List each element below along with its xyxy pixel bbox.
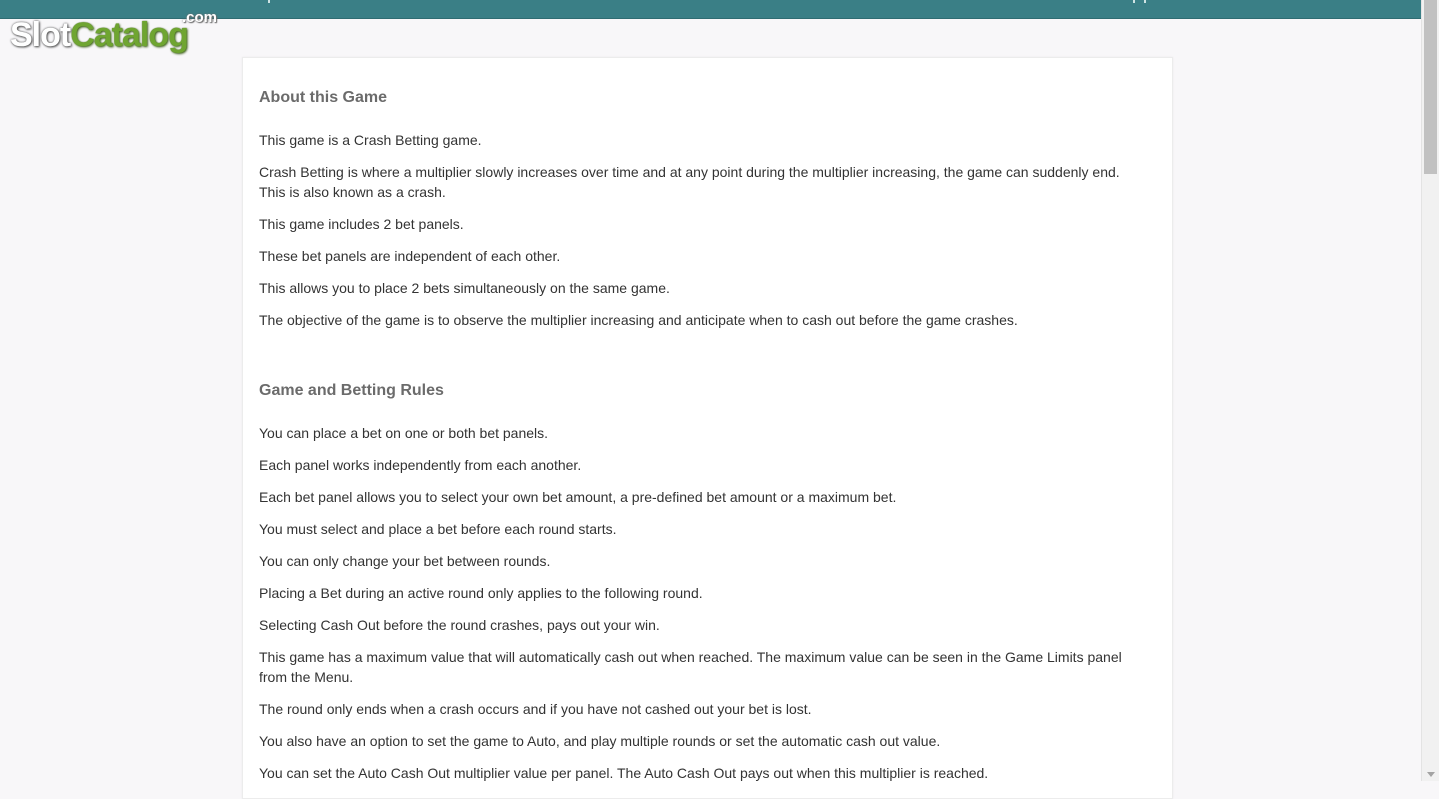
nav-item-fragment[interactable]: [1133, 0, 1135, 3]
about-paragraph: These bet panels are independent of each other.: [259, 248, 561, 264]
logo-catalog-text: Catalog: [70, 16, 188, 54]
game-info-card: [242, 57, 1173, 799]
nav-item-fragment[interactable]: [268, 0, 270, 3]
scroll-down-arrow-icon[interactable]: [1427, 772, 1435, 777]
rules-paragraph: Each bet panel allows you to select your own bet amount, a pre-defined bet amount or a maximum bet.: [259, 489, 897, 505]
site-logo[interactable]: [10, 8, 220, 58]
rules-section: [259, 381, 1149, 783]
rules-paragraph: Selecting Cash Out before the round crashes, pays out your win.: [259, 617, 660, 633]
logo-slot-text: Slot: [10, 16, 71, 54]
rules-paragraph: You must select and place a bet before each round starts.: [259, 521, 617, 537]
rules-paragraph: The round only ends when a crash occurs and if you have not cashed out your bet is lost.: [259, 701, 812, 717]
rules-paragraph: This game has a maximum value that will automatically cash out when reached. The maximum value can be seen in the Game Limits panel from the Menu.: [259, 649, 1122, 685]
rules-paragraph: You can only change your bet between rounds.: [259, 553, 551, 569]
about-paragraph: This game is a Crash Betting game.: [259, 132, 482, 148]
nav-item-fragment[interactable]: [1144, 0, 1146, 3]
about-heading: About this Game: [259, 89, 388, 106]
about-section: [259, 88, 1149, 330]
logo-wordmark: [10, 16, 188, 54]
rules-paragraph: You also have an option to set the game to Auto, and play multiple rounds or set the automatic cash out value.: [259, 733, 941, 749]
rules-paragraph: Each panel works independently from each another.: [259, 457, 582, 473]
scrollbar-thumb[interactable]: [1424, 0, 1437, 174]
logo-com: .com: [182, 9, 218, 26]
game-info-content: [259, 88, 1149, 795]
vertical-scrollbar[interactable]: [1421, 0, 1439, 781]
about-paragraph: Crash Betting is where a multiplier slowly increases over time and at any point during the multiplier increasing, the game can suddenly end. This is also known as a crash.: [259, 164, 1120, 200]
about-paragraph: This game includes 2 bet panels.: [259, 216, 464, 232]
rules-heading: Game and Betting Rules: [259, 382, 444, 399]
about-paragraph: The objective of the game is to observe the multiplier increasing and anticipate when to cash out before the game crashes.: [259, 312, 1018, 328]
about-paragraph: This allows you to place 2 bets simultaneously on the same game.: [259, 280, 670, 296]
rules-paragraph: You can place a bet on one or both bet panels.: [259, 425, 549, 441]
rules-paragraph: Placing a Bet during an active round only applies to the following round.: [259, 585, 703, 601]
rules-paragraph: You can set the Auto Cash Out multiplier value per panel. The Auto Cash Out pays out when this multiplier is reached.: [259, 765, 989, 781]
